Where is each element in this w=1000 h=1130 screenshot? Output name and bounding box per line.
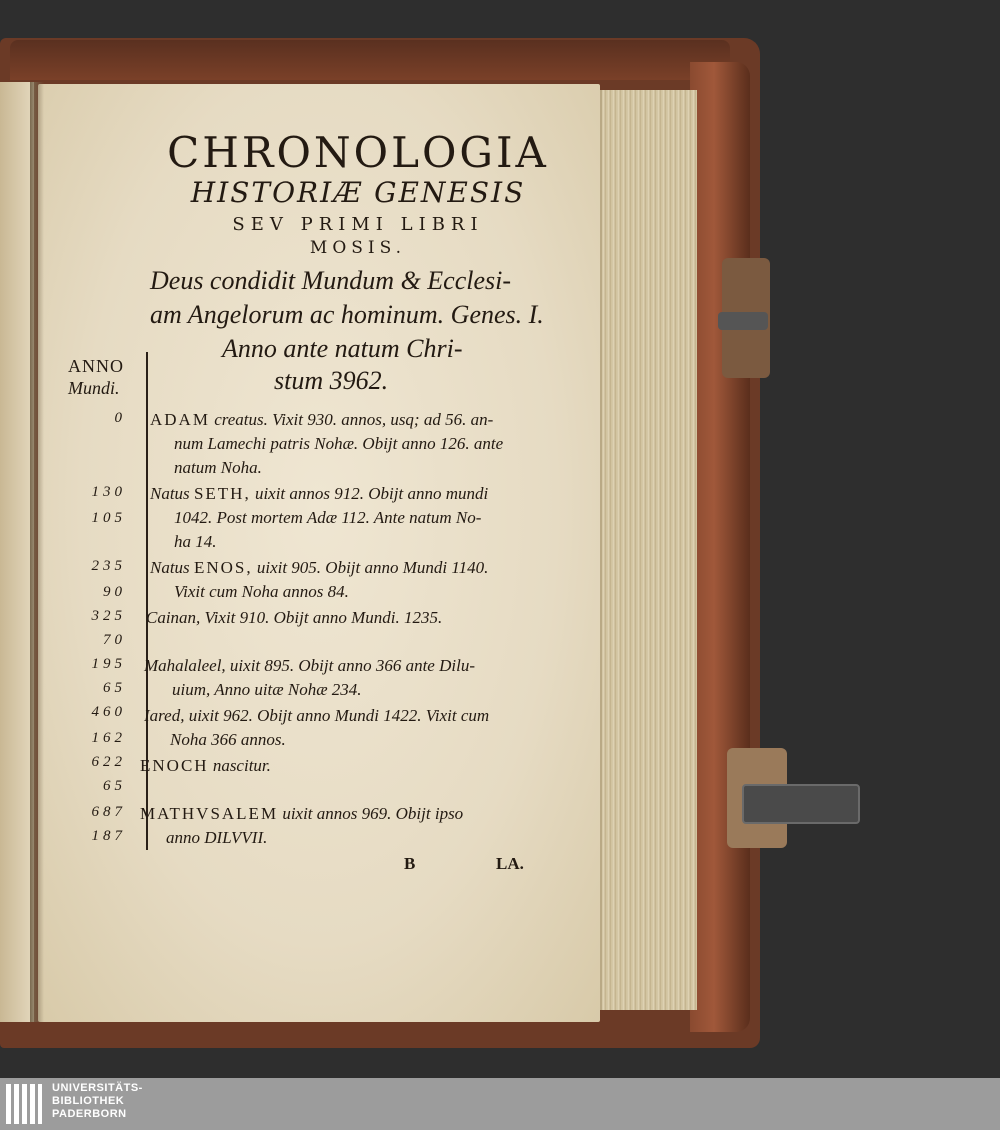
clasp-strap [742, 784, 860, 824]
entry-text: 1042. Post mortem Adæ 112. Ante natum No- [174, 508, 482, 527]
year-value: 235 [91, 558, 126, 574]
entry-adam [150, 408, 503, 480]
title-line-3: SEV PRIMI LIBRI [232, 214, 484, 235]
year-value: 0 [114, 410, 126, 426]
entry-name: SETH, [193, 484, 251, 503]
year-value: 195 [91, 656, 126, 672]
library-name [52, 1082, 143, 1121]
footer-bar [0, 1078, 1000, 1130]
entry-enos [150, 556, 488, 604]
column-header-mundi: Mundi. [68, 378, 120, 398]
year-value: 90 [103, 584, 126, 600]
year-value: 687 [91, 804, 126, 820]
left-page-edge [0, 82, 34, 1022]
entry-seth [150, 482, 488, 554]
entry-name: ADAM [150, 410, 210, 429]
entry-text: Noha 366 annos. [170, 730, 286, 749]
library-name-line-2: BIBLIOTHEK [52, 1095, 125, 1107]
signature-mark: B [404, 854, 416, 873]
intro-line-1: Deus condidit Mundum & Ecclesi- [150, 266, 512, 295]
year-value: 105 [91, 510, 126, 526]
library-name-line-3: PADERBORN [52, 1108, 127, 1120]
entry-text: nascitur. [208, 756, 271, 775]
intro-line-3: Anno ante natum Chri- [222, 334, 463, 363]
entry-name: MATHVSALEM [140, 804, 279, 823]
entry-text: ha 14. [174, 532, 217, 551]
cover-fore-edge [690, 62, 750, 1032]
catchword: LA. [496, 854, 524, 873]
entry-text: uixit annos 912. Obijt anno mundi [250, 484, 489, 503]
entry-name: ENOCH [140, 756, 209, 775]
year-value: 130 [91, 484, 126, 500]
year-value: 325 [91, 608, 126, 624]
library-logo-icon [6, 1084, 46, 1124]
entry-text: Natus [150, 484, 194, 503]
title-line-4: MOSIS. [309, 238, 407, 258]
entry-text: natum Noha. [174, 458, 262, 477]
year-value: 162 [91, 730, 126, 746]
entry-text: anno DILVVII. [166, 828, 268, 847]
entry-text: Iared, uixit 962. Obijt anno Mundi 1422. Vixit cum [144, 706, 490, 725]
entry-text: num Lamechi patris Nohæ. Obijt anno 126. ante [174, 434, 504, 453]
entry-iared [144, 704, 489, 752]
cover-top-edge [10, 40, 730, 80]
title-line-2: HISTORIÆ GENESIS [190, 176, 526, 209]
entry-enoch [140, 754, 271, 778]
entry-text: uium, Anno uitæ Nohæ 234. [172, 680, 362, 699]
year-value: 70 [103, 632, 126, 648]
entry-text: Vixit cum Noha annos 84. [174, 582, 349, 601]
year-value: 622 [91, 754, 126, 770]
year-value: 65 [103, 680, 126, 696]
intro-line-2: am Angelorum ac hominum. Genes. I. [150, 300, 544, 329]
intro-line-4: stum 3962. [274, 366, 389, 395]
entry-cainan [146, 606, 442, 630]
entry-text: uixit 905. Obijt anno Mundi 1140. [252, 558, 489, 577]
year-value: 65 [103, 778, 126, 794]
entry-text: Natus [150, 558, 194, 577]
entry-text: creatus. Vixit 930. annos, usq; ad 56. an- [209, 410, 494, 429]
title-line-1: CHRONOLOGIA [167, 128, 549, 177]
year-value: 460 [91, 704, 126, 720]
entry-mahalaleel [144, 654, 475, 702]
entry-mathusalem [140, 802, 463, 850]
entry-text: Cainan, Vixit 910. Obijt anno Mundi. 1235. [146, 608, 443, 627]
upper-clasp-pin [718, 312, 768, 330]
entry-name: ENOS, [193, 558, 253, 577]
year-value: 187 [91, 828, 126, 844]
entry-text: Mahalaleel, uixit 895. Obijt anno 366 ante Dilu- [144, 656, 475, 675]
entry-text: uixit annos 969. Obijt ipso [278, 804, 464, 823]
library-name-line-1: UNIVERSITÄTS- [52, 1082, 143, 1094]
column-header-anno: ANNO [68, 356, 124, 376]
